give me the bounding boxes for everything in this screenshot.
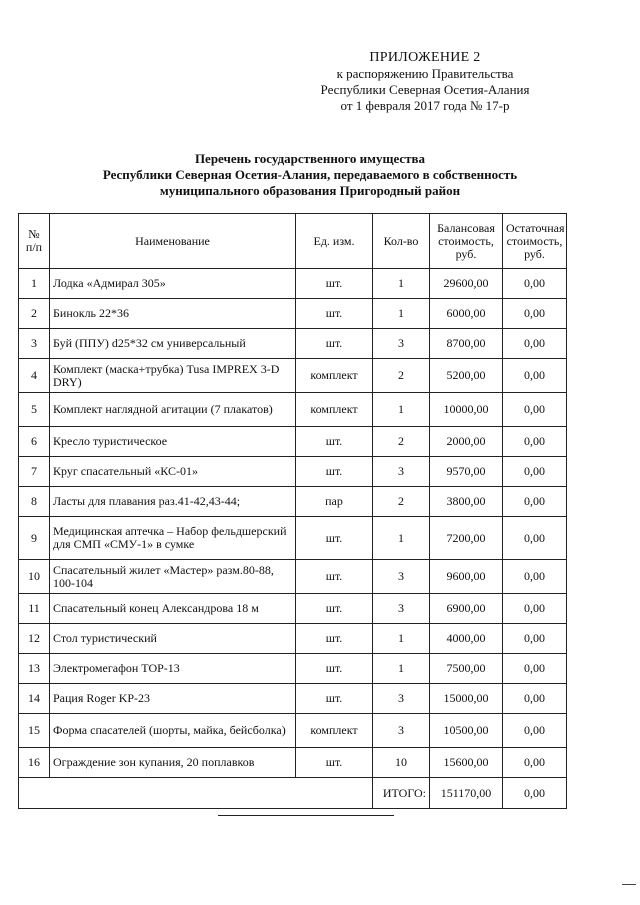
row-name: Буй (ППУ) d25*32 см универсальный	[50, 329, 296, 359]
table-row	[19, 487, 567, 517]
row-unit: шт.	[296, 517, 373, 560]
row-name: Электромегафон ТОР-13	[50, 654, 296, 684]
row-qty: 3	[373, 684, 430, 714]
row-qty: 1	[373, 299, 430, 329]
row-residual: 0,00	[503, 393, 567, 427]
row-unit: комплект	[296, 393, 373, 427]
row-qty: 1	[373, 269, 430, 299]
row-balance: 7200,00	[430, 517, 503, 560]
table-row	[19, 748, 567, 778]
table-row	[19, 457, 567, 487]
appendix-block	[300, 50, 550, 114]
row-balance: 10500,00	[430, 714, 503, 748]
row-residual: 0,00	[503, 299, 567, 329]
table-row	[19, 329, 567, 359]
row-residual: 0,00	[503, 654, 567, 684]
row-num: 14	[19, 684, 50, 714]
row-balance: 9570,00	[430, 457, 503, 487]
row-residual: 0,00	[503, 487, 567, 517]
row-balance: 6900,00	[430, 594, 503, 624]
row-num: 13	[19, 654, 50, 684]
row-qty: 1	[373, 624, 430, 654]
row-qty: 2	[373, 487, 430, 517]
row-num: 2	[19, 299, 50, 329]
row-num: 9	[19, 517, 50, 560]
signature-rule	[218, 815, 394, 816]
header-balance: Балансовая стоимость, руб.	[430, 214, 503, 269]
row-name: Ласты для плавания раз.41-42,43-44;	[50, 487, 296, 517]
row-name: Медицинская аптечка – Набор фельдшерский для СМП «СМУ-1» в сумке	[50, 517, 296, 560]
row-name: Комплект (маска+трубка) Tusa IMPREX 3-D DRY)	[50, 359, 296, 393]
row-name: Форма спасателей (шорты, майка, бейсболка)	[50, 714, 296, 748]
row-balance: 15000,00	[430, 684, 503, 714]
asset-table	[18, 213, 567, 809]
appendix-line-1: к распоряжению Правительства	[336, 66, 514, 81]
row-name: Спасательный конец Александрова 18 м	[50, 594, 296, 624]
row-qty: 3	[373, 329, 430, 359]
row-unit: пар	[296, 487, 373, 517]
row-residual: 0,00	[503, 624, 567, 654]
appendix-line-2: Республики Северная Осетия-Алания	[320, 82, 530, 97]
row-qty: 3	[373, 594, 430, 624]
table-row	[19, 560, 567, 594]
row-qty: 1	[373, 393, 430, 427]
header-qty: Кол-во	[373, 214, 430, 269]
row-num: 5	[19, 393, 50, 427]
appendix-line-3: от 1 февраля 2017 года № 17-р	[340, 98, 510, 113]
row-name: Ограждение зон купания, 20 поплавков	[50, 748, 296, 778]
row-balance: 15600,00	[430, 748, 503, 778]
row-num: 3	[19, 329, 50, 359]
row-num: 12	[19, 624, 50, 654]
table-row	[19, 269, 567, 299]
row-qty: 1	[373, 654, 430, 684]
row-unit: шт.	[296, 684, 373, 714]
row-num: 4	[19, 359, 50, 393]
row-qty: 3	[373, 714, 430, 748]
row-num: 8	[19, 487, 50, 517]
corner-dash	[622, 884, 636, 885]
table-row	[19, 714, 567, 748]
row-residual: 0,00	[503, 329, 567, 359]
row-num: 15	[19, 714, 50, 748]
header-num: № п/п	[19, 214, 50, 269]
row-unit: шт.	[296, 329, 373, 359]
row-name: Рация Roger KP-23	[50, 684, 296, 714]
row-unit: шт.	[296, 594, 373, 624]
header-unit: Ед. изм.	[296, 214, 373, 269]
row-residual: 0,00	[503, 560, 567, 594]
row-num: 6	[19, 427, 50, 457]
row-qty: 3	[373, 560, 430, 594]
row-residual: 0,00	[503, 748, 567, 778]
table-row	[19, 594, 567, 624]
row-balance: 5200,00	[430, 359, 503, 393]
row-balance: 3800,00	[430, 487, 503, 517]
row-num: 1	[19, 269, 50, 299]
table-header-row	[19, 214, 567, 269]
row-residual: 0,00	[503, 594, 567, 624]
row-qty: 3	[373, 457, 430, 487]
row-unit: шт.	[296, 560, 373, 594]
row-name: Комплект наглядной агитации (7 плакатов)	[50, 393, 296, 427]
row-residual: 0,00	[503, 684, 567, 714]
row-unit: шт.	[296, 269, 373, 299]
total-residual: 0,00	[503, 778, 567, 809]
row-name: Спасательный жилет «Мастер» разм.80-88, 100-104	[50, 560, 296, 594]
document-title-line-3: муниципального образования Пригородный район	[159, 183, 461, 198]
row-balance: 10000,00	[430, 393, 503, 427]
total-blank-cell	[19, 778, 373, 809]
table-row	[19, 393, 567, 427]
row-unit: шт.	[296, 748, 373, 778]
table-row	[19, 517, 567, 560]
table-row	[19, 684, 567, 714]
row-name: Бинокль 22*36	[50, 299, 296, 329]
row-unit: шт.	[296, 624, 373, 654]
row-name: Круг спасательный «КС-01»	[50, 457, 296, 487]
row-qty: 1	[373, 517, 430, 560]
table-row	[19, 427, 567, 457]
row-name: Кресло туристическое	[50, 427, 296, 457]
row-residual: 0,00	[503, 269, 567, 299]
row-unit: комплект	[296, 714, 373, 748]
document-title-line-1: Перечень государственного имущества	[194, 151, 426, 166]
row-num: 16	[19, 748, 50, 778]
table-row	[19, 654, 567, 684]
total-label: ИТОГО:	[373, 778, 430, 809]
row-unit: шт.	[296, 457, 373, 487]
table-row	[19, 624, 567, 654]
row-balance: 2000,00	[430, 427, 503, 457]
table-row	[19, 359, 567, 393]
row-residual: 0,00	[503, 517, 567, 560]
document-title	[60, 151, 560, 199]
row-qty: 2	[373, 427, 430, 457]
header-name: Наименование	[50, 214, 296, 269]
row-num: 7	[19, 457, 50, 487]
row-unit: шт.	[296, 427, 373, 457]
table-row	[19, 299, 567, 329]
row-num: 10	[19, 560, 50, 594]
document-title-line-2: Республики Северная Осетия-Алания, передаваемого в собственность	[102, 167, 518, 182]
row-balance: 7500,00	[430, 654, 503, 684]
row-name: Лодка «Адмирал 305»	[50, 269, 296, 299]
row-residual: 0,00	[503, 457, 567, 487]
row-name: Стол туристический	[50, 624, 296, 654]
row-qty: 2	[373, 359, 430, 393]
row-residual: 0,00	[503, 359, 567, 393]
row-num: 11	[19, 594, 50, 624]
total-balance: 151170,00	[430, 778, 503, 809]
row-unit: комплект	[296, 359, 373, 393]
row-balance: 8700,00	[430, 329, 503, 359]
row-balance: 9600,00	[430, 560, 503, 594]
row-qty: 10	[373, 748, 430, 778]
header-residual: Остаточная стоимость, руб.	[503, 214, 567, 269]
row-residual: 0,00	[503, 427, 567, 457]
row-unit: шт.	[296, 299, 373, 329]
row-residual: 0,00	[503, 714, 567, 748]
row-unit: шт.	[296, 654, 373, 684]
row-balance: 6000,00	[430, 299, 503, 329]
appendix-title: ПРИЛОЖЕНИЕ 2	[369, 50, 481, 65]
row-balance: 4000,00	[430, 624, 503, 654]
total-row	[19, 778, 567, 809]
row-balance: 29600,00	[430, 269, 503, 299]
